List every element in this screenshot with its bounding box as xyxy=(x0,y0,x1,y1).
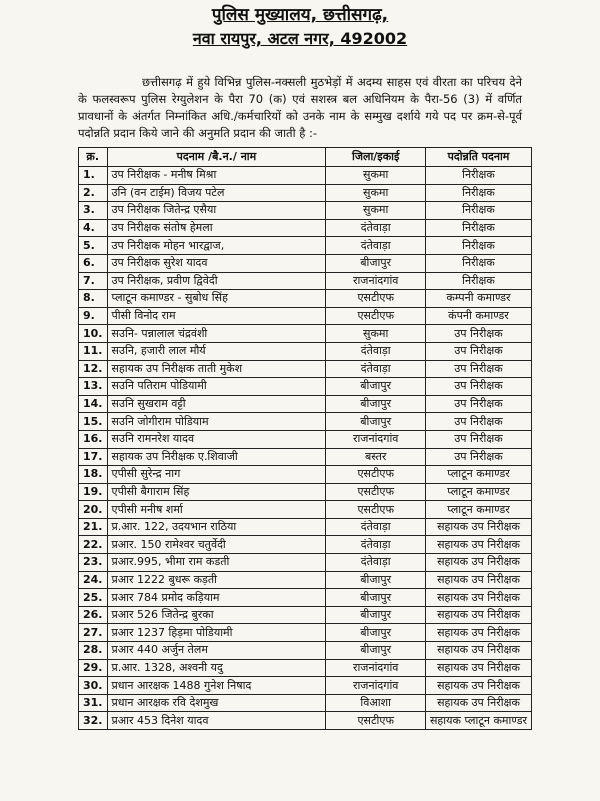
table-body xyxy=(79,167,532,730)
unit-cell: एसटीएफ xyxy=(326,483,426,501)
name-cell: प्रधान आरक्षक 1488 गुनेश निषाद xyxy=(107,677,326,695)
serial-cell: 10. xyxy=(79,325,108,343)
name-cell: पीसी विनोद राम xyxy=(107,307,326,325)
promotion-cell: निरीक्षक xyxy=(426,202,532,220)
unit-cell: बीजापुर xyxy=(326,624,426,642)
serial-cell: 26. xyxy=(79,606,108,624)
serial-cell: 5. xyxy=(79,237,108,255)
letterhead xyxy=(0,0,600,50)
promotion-cell: सहायक उप निरीक्षक xyxy=(426,571,532,589)
table-row xyxy=(79,606,532,624)
name-cell: प्रआर 453 दिनेश यादव xyxy=(107,712,326,730)
table-row xyxy=(79,254,532,272)
serial-cell: 3. xyxy=(79,202,108,220)
promotion-table xyxy=(78,147,532,730)
promotion-cell: सहायक उप निरीक्षक xyxy=(426,536,532,554)
name-cell: सउनि रामनरेश यादव xyxy=(107,430,326,448)
name-cell: सहायक उप निरीक्षक ताती मुकेश xyxy=(107,360,326,378)
serial-cell: 13. xyxy=(79,378,108,396)
header-line-1: पुलिस मुख्यालय, छत्तीसगढ़, xyxy=(211,5,389,25)
table-header-row xyxy=(79,148,532,167)
promotion-cell: प्लाटून कमाण्डर xyxy=(426,483,532,501)
promotion-cell: उप निरीक्षक xyxy=(426,430,532,448)
name-cell: प्र.आर. 122, उदयभान राठिया xyxy=(107,518,326,536)
table-row xyxy=(79,237,532,255)
serial-cell: 14. xyxy=(79,395,108,413)
header-line-2: नवा रायपुर, अटल नगर, 492002 xyxy=(192,29,408,48)
name-cell: उप निरीक्षक जितेन्द्र एसैया xyxy=(107,202,326,220)
header-serial: क्र. xyxy=(79,148,108,167)
promotion-cell: सहायक उप निरीक्षक xyxy=(426,659,532,677)
unit-cell: बीजापुर xyxy=(326,571,426,589)
promotion-cell: उप निरीक्षक xyxy=(426,448,532,466)
serial-cell: 22. xyxy=(79,536,108,554)
serial-cell: 2. xyxy=(79,184,108,202)
table-row xyxy=(79,202,532,220)
name-cell: प्रआर 440 अर्जुन तेलम xyxy=(107,642,326,660)
name-cell: प्रआर 1237 हिड़मा पोडियामी xyxy=(107,624,326,642)
unit-cell: बीजापुर xyxy=(326,606,426,624)
unit-cell: दंतेवाड़ा xyxy=(326,518,426,536)
unit-cell: बीजापुर xyxy=(326,395,426,413)
table-row xyxy=(79,378,532,396)
name-cell: प्रआर 1222 बुधरू कड़ती xyxy=(107,571,326,589)
unit-cell: राजनांदगांव xyxy=(326,430,426,448)
name-cell: सहायक उप निरीक्षक ए.शिवाजी xyxy=(107,448,326,466)
promotion-cell: प्लाटून कमाण्डर xyxy=(426,466,532,484)
promotion-cell: सहायक उप निरीक्षक xyxy=(426,694,532,712)
name-cell: प्लाटून कमाण्डर - सुबोध सिंह xyxy=(107,290,326,308)
serial-cell: 24. xyxy=(79,571,108,589)
table-row xyxy=(79,325,532,343)
unit-cell: सुकमा xyxy=(326,202,426,220)
serial-cell: 9. xyxy=(79,307,108,325)
table-row xyxy=(79,483,532,501)
unit-cell: दंतेवाड़ा xyxy=(326,536,426,554)
serial-cell: 27. xyxy=(79,624,108,642)
unit-cell: राजनांदगांव xyxy=(326,272,426,290)
unit-cell: दंतेवाड़ा xyxy=(326,219,426,237)
table-row xyxy=(79,360,532,378)
name-cell: सउनि, हजारी लाल मौर्य xyxy=(107,342,326,360)
table-row xyxy=(79,659,532,677)
unit-cell: बीजापुर xyxy=(326,254,426,272)
name-cell: प्रआर 784 प्रमोद कड़ियाम xyxy=(107,589,326,607)
serial-cell: 11. xyxy=(79,342,108,360)
table-row xyxy=(79,536,532,554)
name-cell: प्रआर.995, भीमा राम कडती xyxy=(107,554,326,572)
serial-cell: 17. xyxy=(79,448,108,466)
unit-cell: सुकमा xyxy=(326,325,426,343)
table-row xyxy=(79,694,532,712)
unit-cell: एसटीएफ xyxy=(326,466,426,484)
name-cell: उप निरीक्षक, प्रवीण द्विवेदी xyxy=(107,272,326,290)
table-row xyxy=(79,167,532,185)
serial-cell: 28. xyxy=(79,642,108,660)
serial-cell: 29. xyxy=(79,659,108,677)
promotion-cell: सहायक उप निरीक्षक xyxy=(426,518,532,536)
unit-cell: दंतेवाड़ा xyxy=(326,554,426,572)
promotion-cell: कम्पनी कमाण्डर xyxy=(426,290,532,308)
name-cell: उनि (वन टाईम) विजय पटेल xyxy=(107,184,326,202)
serial-cell: 16. xyxy=(79,430,108,448)
header-name: पदनाम /बै.न./ नाम xyxy=(107,148,326,167)
table-row xyxy=(79,589,532,607)
unit-cell: सुकमा xyxy=(326,184,426,202)
promotion-cell: उप निरीक्षक xyxy=(426,342,532,360)
promotion-cell: सहायक उप निरीक्षक xyxy=(426,606,532,624)
serial-cell: 21. xyxy=(79,518,108,536)
promotion-cell: निरीक्षक xyxy=(426,167,532,185)
promotion-cell: उप निरीक्षक xyxy=(426,360,532,378)
unit-cell: विआशा xyxy=(326,694,426,712)
promotion-cell: कंपनी कमाण्डर xyxy=(426,307,532,325)
serial-cell: 31. xyxy=(79,694,108,712)
header-unit: जिला/इकाई xyxy=(326,148,426,167)
name-cell: एपीसी सुरेन्द्र नाग xyxy=(107,466,326,484)
name-cell: उप निरीक्षक मोहन भारद्वाज, xyxy=(107,237,326,255)
unit-cell: बीजापुर xyxy=(326,589,426,607)
table-row xyxy=(79,184,532,202)
unit-cell: एसटीएफ xyxy=(326,501,426,519)
unit-cell: बस्तर xyxy=(326,448,426,466)
unit-cell: एसटीएफ xyxy=(326,712,426,730)
serial-cell: 15. xyxy=(79,413,108,431)
name-cell: उप निरीक्षक - मनीष मिश्रा xyxy=(107,167,326,185)
table-row xyxy=(79,642,532,660)
name-cell: सउनि जोगीराम पोडियाम xyxy=(107,413,326,431)
table-row xyxy=(79,290,532,308)
serial-cell: 32. xyxy=(79,712,108,730)
table-row xyxy=(79,677,532,695)
unit-cell: बीजापुर xyxy=(326,378,426,396)
table-row xyxy=(79,219,532,237)
name-cell: प्र.आर. 1328, अश्वनी यदु xyxy=(107,659,326,677)
promotion-cell: निरीक्षक xyxy=(426,237,532,255)
table-row xyxy=(79,466,532,484)
promotion-cell: सहायक प्लाटून कमाण्डर xyxy=(426,712,532,730)
intro-paragraph: छत्तीसगढ़ में हुये विभिन्न पुलिस-नक्सली मुठभेड़ों में अदम्य साहस एवं वीरता का परिचय देने के फलस्वरूप पुलिस रेग्युलेशन के पैरा 70 (क) एवं सशस्त्र बल अधिनियम के पैरा-56 (3) में वर्णित प्रावधानों के अंतर्गत निम्नांकित अधि./कर्मचारियों को उनके नाम के सम्मुख दर्शाये गये पद पर क्रम-से-पूर्व पदोन्नति प्रदान किये जाने की अनुमति प्रदान की जाती है :- xyxy=(78,74,522,141)
name-cell: एपीसी मनीष शर्मा xyxy=(107,501,326,519)
table-row xyxy=(79,554,532,572)
name-cell: सउनि सुखराम वट्टी xyxy=(107,395,326,413)
table-row xyxy=(79,430,532,448)
promotion-cell: उप निरीक्षक xyxy=(426,413,532,431)
name-cell: उप निरीक्षक संतोष हेमला xyxy=(107,219,326,237)
unit-cell: बीजापुर xyxy=(326,413,426,431)
promotion-cell: सहायक उप निरीक्षक xyxy=(426,677,532,695)
unit-cell: दंतेवाड़ा xyxy=(326,237,426,255)
serial-cell: 4. xyxy=(79,219,108,237)
unit-cell: सुकमा xyxy=(326,167,426,185)
promotion-cell: निरीक्षक xyxy=(426,184,532,202)
table-row xyxy=(79,413,532,431)
name-cell: उप निरीक्षक सुरेश यादव xyxy=(107,254,326,272)
serial-cell: 25. xyxy=(79,589,108,607)
serial-cell: 23. xyxy=(79,554,108,572)
promotion-cell: सहायक उप निरीक्षक xyxy=(426,589,532,607)
unit-cell: दंतेवाड़ा xyxy=(326,360,426,378)
promotion-cell: निरीक्षक xyxy=(426,272,532,290)
serial-cell: 8. xyxy=(79,290,108,308)
serial-cell: 12. xyxy=(79,360,108,378)
table-row xyxy=(79,272,532,290)
unit-cell: एसटीएफ xyxy=(326,307,426,325)
table-row xyxy=(79,342,532,360)
unit-cell: राजनांदगांव xyxy=(326,659,426,677)
table-row xyxy=(79,501,532,519)
serial-cell: 30. xyxy=(79,677,108,695)
name-cell: एपीसी बैगाराम सिंह xyxy=(107,483,326,501)
table-row xyxy=(79,518,532,536)
table-row xyxy=(79,712,532,730)
table-row xyxy=(79,307,532,325)
table-row xyxy=(79,395,532,413)
unit-cell: एसटीएफ xyxy=(326,290,426,308)
name-cell: सउनि- पन्नालाल चंद्रवंशी xyxy=(107,325,326,343)
promotion-cell: निरीक्षक xyxy=(426,219,532,237)
promotion-cell: सहायक उप निरीक्षक xyxy=(426,624,532,642)
header-promotion: पदोन्नति पदनाम xyxy=(426,148,532,167)
name-cell: सउनि पतिराम पोडियामी xyxy=(107,378,326,396)
serial-cell: 20. xyxy=(79,501,108,519)
serial-cell: 19. xyxy=(79,483,108,501)
promotion-cell: प्लाटून कमाण्डर xyxy=(426,501,532,519)
name-cell: प्रआर 526 जितेन्द्र बुरका xyxy=(107,606,326,624)
serial-cell: 6. xyxy=(79,254,108,272)
promotion-cell: सहायक उप निरीक्षक xyxy=(426,554,532,572)
table-row xyxy=(79,624,532,642)
promotion-cell: उप निरीक्षक xyxy=(426,325,532,343)
promotion-cell: सहायक उप निरीक्षक xyxy=(426,642,532,660)
name-cell: प्रधान आरक्षक रवि देशमुख xyxy=(107,694,326,712)
unit-cell: बीजापुर xyxy=(326,642,426,660)
unit-cell: राजनांदगांव xyxy=(326,677,426,695)
serial-cell: 7. xyxy=(79,272,108,290)
unit-cell: दंतेवाड़ा xyxy=(326,342,426,360)
name-cell: प्रआर. 150 रामेश्वर चतुर्वेदी xyxy=(107,536,326,554)
promotion-cell: उप निरीक्षक xyxy=(426,395,532,413)
promotion-cell: उप निरीक्षक xyxy=(426,378,532,396)
serial-cell: 18. xyxy=(79,466,108,484)
table-row xyxy=(79,571,532,589)
table-row xyxy=(79,448,532,466)
serial-cell: 1. xyxy=(79,167,108,185)
promotion-cell: निरीक्षक xyxy=(426,254,532,272)
